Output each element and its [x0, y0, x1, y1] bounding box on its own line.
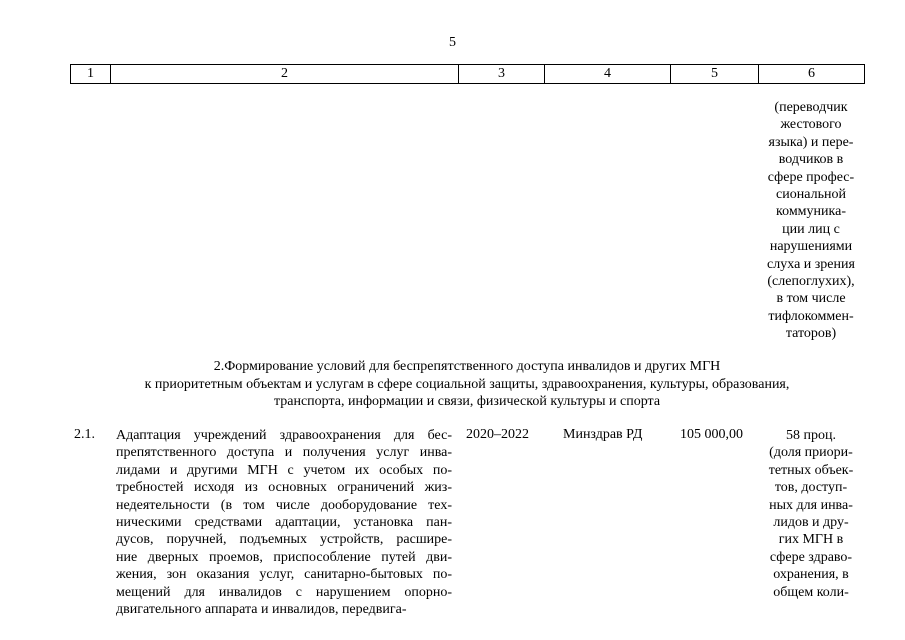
text-line: лидов и дру-	[773, 515, 849, 531]
text-line: сфере здраво-	[769, 549, 853, 565]
text-line: ции лиц с	[782, 221, 840, 237]
header-col-5: 5	[671, 65, 759, 84]
text-line: гих МГН в	[778, 532, 844, 548]
text-line: двигательного аппарата и инвалидов, передвига-	[116, 602, 407, 618]
text-line: водчиков в	[778, 152, 844, 168]
text-line: ническими средствами адаптации, установка пан-	[116, 515, 452, 531]
text-line: лидами и другими МГН с учетом их особых по-	[116, 462, 452, 478]
text-line: мещений для инвалидов с нарушением опорно-	[116, 584, 452, 600]
text-line: нарушениями	[769, 239, 853, 255]
row-description	[116, 427, 452, 618]
heading-line: к приоритетным объектам и услугам в сфере социальной защиты, здравоохранения, культуры, образования,	[144, 376, 790, 392]
text-line: сфере профес-	[767, 169, 855, 185]
text-line: общем коли-	[773, 584, 849, 600]
text-line: препятственного доступа и получения услуг инва-	[116, 445, 452, 461]
text-line: жестового	[780, 117, 842, 133]
text-line: 58 проц.	[786, 428, 836, 443]
text-line: тифлокоммен-	[768, 308, 854, 324]
text-line: коммуника-	[776, 204, 846, 220]
heading-line: транспорта, информации и связи, физической культуры и спорта	[273, 394, 661, 409]
text-line: недеятельности (в том числе дооборудование тех-	[116, 497, 452, 513]
header-col-4: 4	[545, 65, 671, 84]
row-executor: Минздрав РД	[563, 427, 643, 442]
text-line: ние дверных проемов, приспособление путей дви-	[116, 549, 452, 565]
text-line: таторов)	[785, 326, 837, 342]
page-number: 5	[449, 35, 456, 50]
text-line: (слепоглухих),	[767, 274, 855, 290]
text-line: сиональной	[776, 187, 846, 203]
heading-line: 2.Формирование условий для беспрепятственного доступа инвалидов и других МГН	[213, 359, 721, 374]
text-line: жения, зон оказания услуг, санитарно-бытовых по-	[116, 567, 452, 583]
text-line: тетных объек-	[768, 462, 854, 478]
header-col-2: 2	[111, 65, 459, 84]
text-line: ных для инва-	[769, 497, 853, 513]
row-number: 2.1.	[74, 427, 95, 442]
text-line: в том числе	[776, 291, 846, 307]
text-line: Адаптация учреждений здравоохранения для бес-	[116, 428, 452, 443]
text-line: слуха и зрения	[767, 256, 855, 272]
text-line: требностей исходя из основных ограничений жиз-	[116, 480, 452, 496]
row-amount: 105 000,00	[680, 427, 743, 442]
text-line: (доля приори-	[769, 445, 853, 461]
text-line: охранения, в	[773, 567, 849, 583]
column-number-header	[70, 64, 865, 84]
header-col-6: 6	[759, 65, 865, 84]
header-col-1: 1	[71, 65, 111, 84]
section-heading	[70, 358, 864, 411]
header-col-3: 3	[459, 65, 545, 84]
text-line: дусов, поручней, подъемных устройств, расшире-	[116, 532, 452, 548]
text-line: тов, доступ-	[774, 480, 848, 496]
text-line: языка) и пере-	[768, 134, 854, 150]
col6-continuation-text	[758, 99, 864, 343]
row-indicator	[758, 427, 864, 601]
text-line: (переводчик	[774, 100, 848, 115]
row-period: 2020–2022	[466, 427, 529, 442]
